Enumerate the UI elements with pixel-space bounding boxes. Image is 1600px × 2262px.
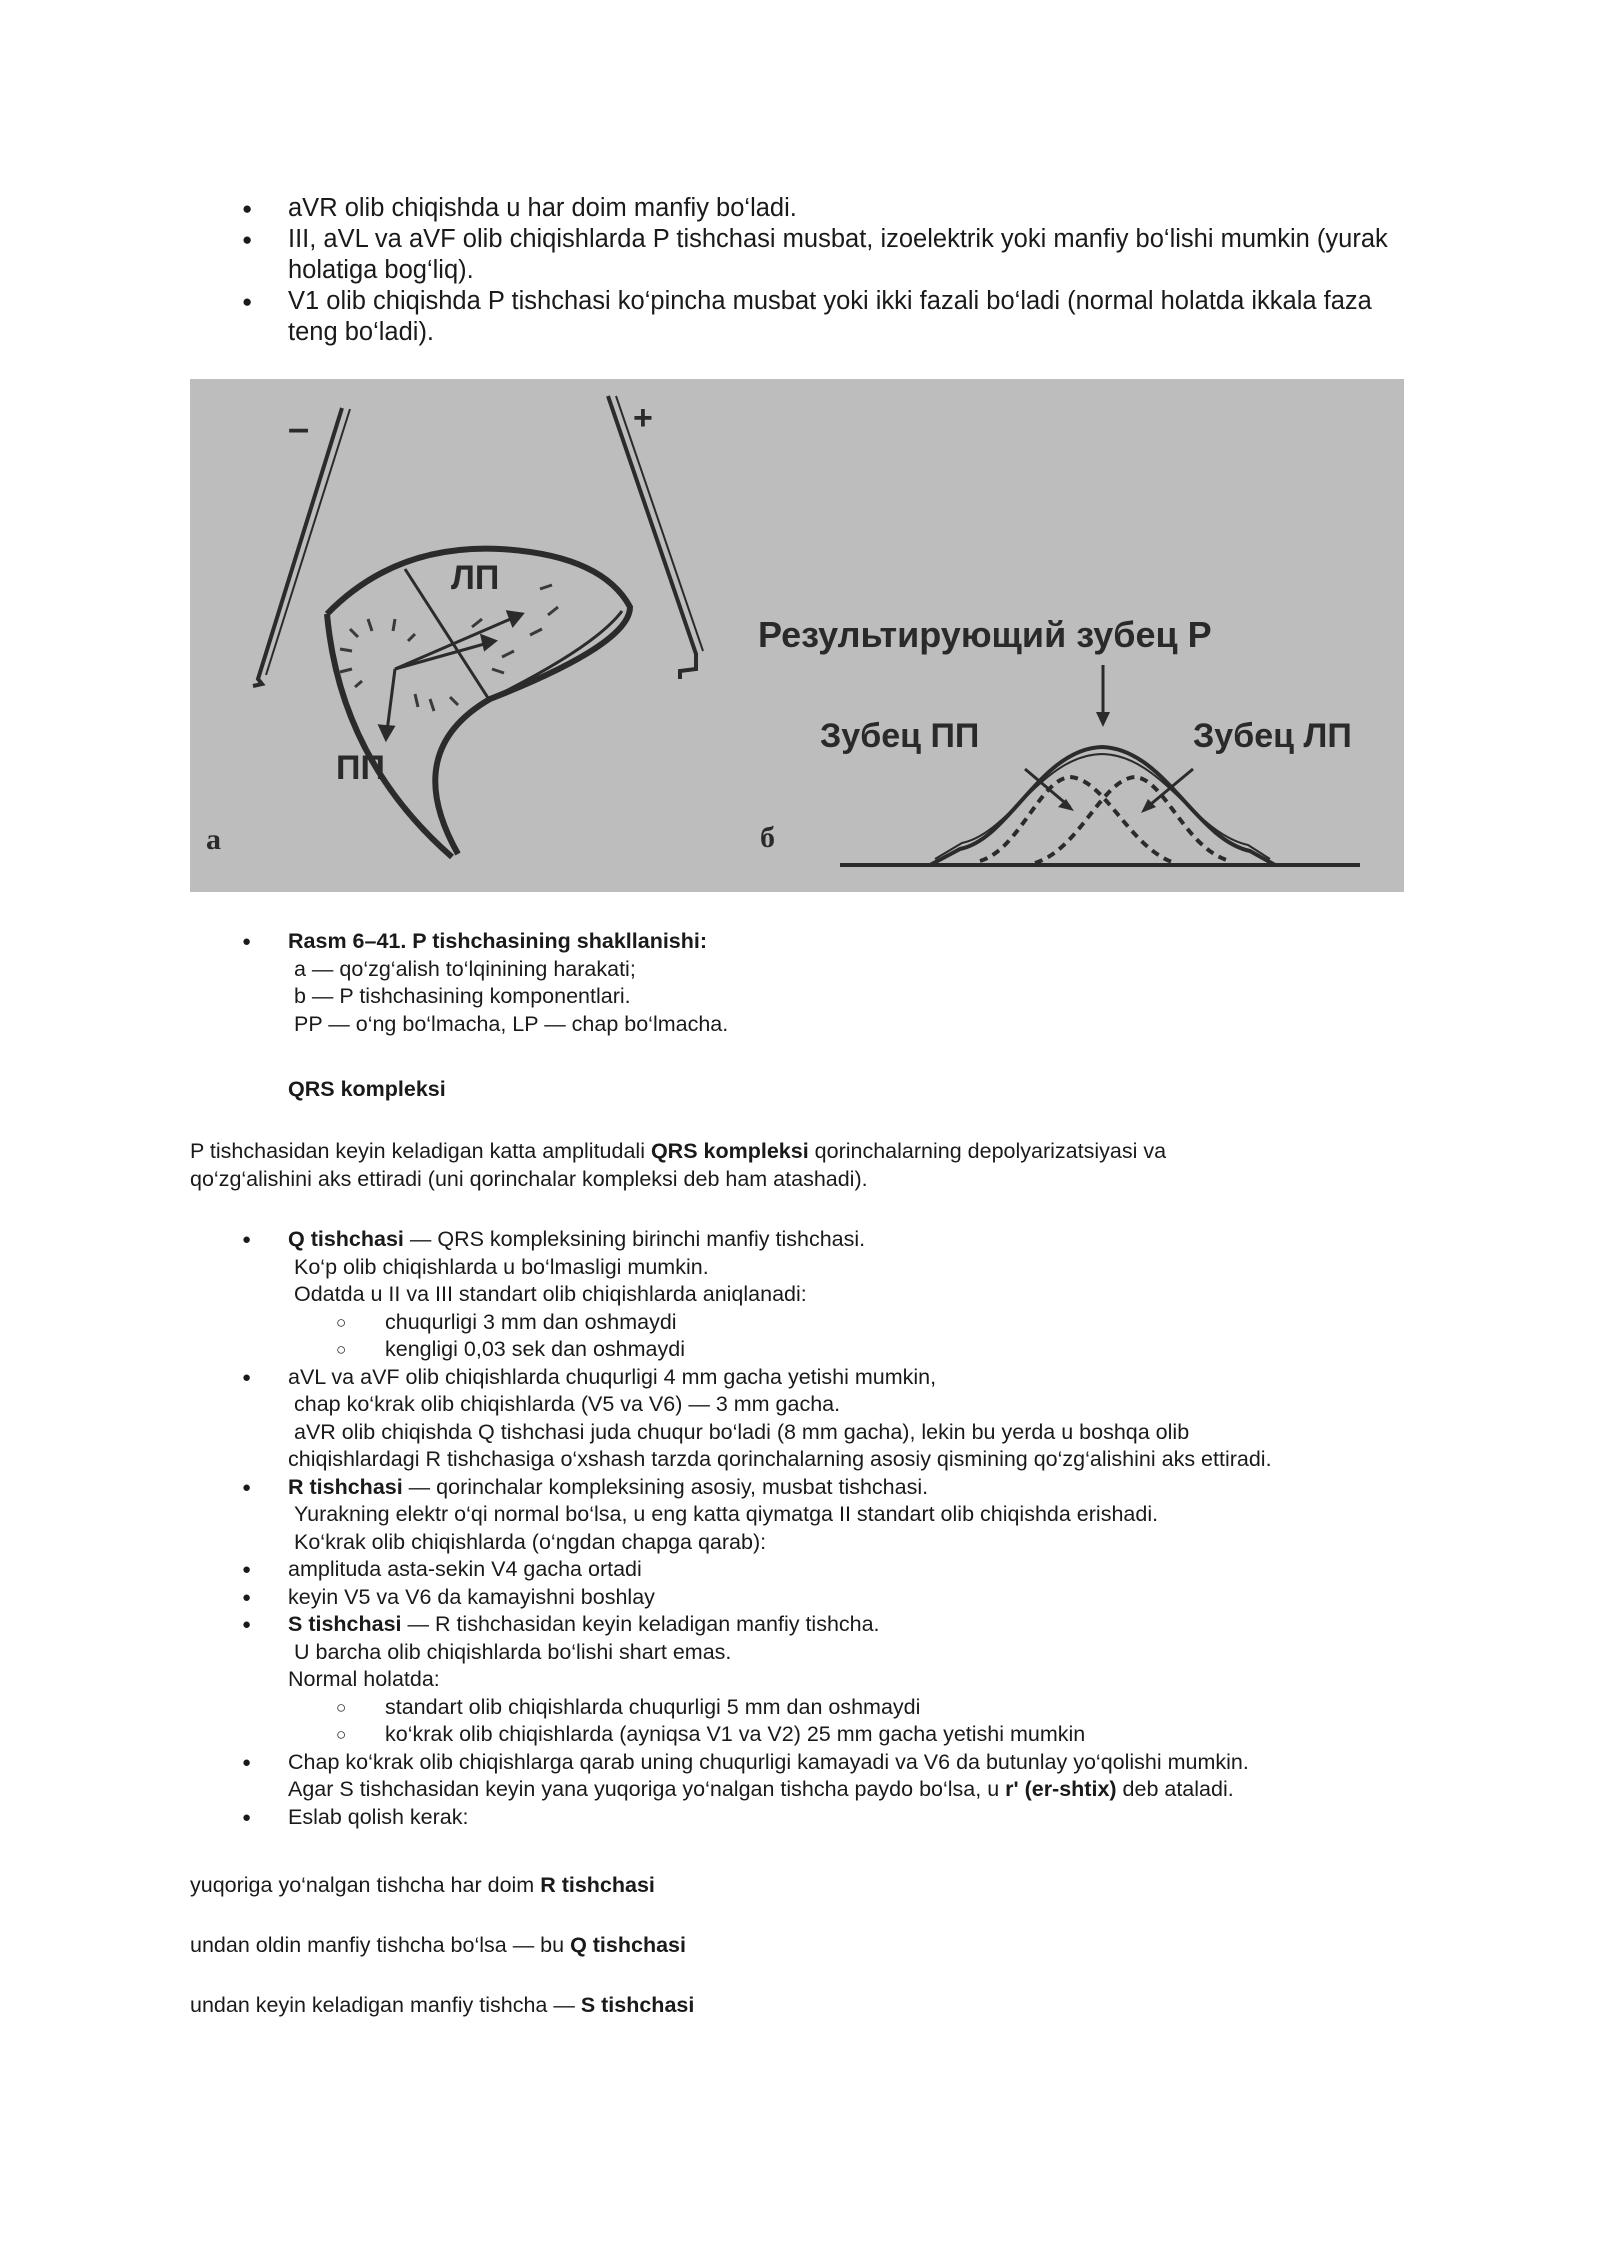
resultant-p-wave bbox=[930, 747, 1275, 865]
list-item: ● Q tishchasi — QRS kompleksining birinchi manfiy tishchasi. bbox=[190, 1226, 1410, 1254]
sub-list-item: ○ standart olib chiqishlarda chuqurligi 5 mm dan oshmaydi bbox=[190, 1694, 1410, 1722]
list-item: ● Chap ko‘krak olib chiqishlarga qarab uning chuqurligi kamayadi va V6 da butunlay yo‘qolishi mumkin. bbox=[190, 1749, 1410, 1777]
panel-b-label: б bbox=[760, 821, 775, 854]
rule-line: yuqoriga yo‘nalgan tishcha har doim R tishchasi bbox=[190, 1873, 655, 1897]
list-item: ● S tishchasi — R tishchasidan keyin keladigan manfiy tishcha. bbox=[190, 1611, 1410, 1639]
panel-a-label: а bbox=[206, 823, 221, 856]
left-atrium-wave-label: Зубец ЛП bbox=[1193, 717, 1352, 755]
vector-arrow bbox=[395, 614, 522, 669]
left-atrium-label: ЛП bbox=[451, 559, 500, 597]
p-wave-leads-list bbox=[190, 193, 1420, 348]
list-item: ● V1 olib chiqishda P tishchasi ko‘pincha musbat yoki ikki fazali bo‘ladi (normal holatda ikkala faza teng bo‘ladi). bbox=[190, 286, 1420, 348]
resultant-wave-label: Результирующий зубец P bbox=[758, 614, 1212, 655]
qrs-waves-list: ● Q tishchasi — QRS kompleksining birinchi manfiy tishchasi. Ko‘p olib chiqishlarda u bo‘lmasligi mumkin. Odatda u II va III standart olib chiqishlarda aniqlanadi: ○ chuqurligi 3 mm dan oshmaydi ○ kengligi 0,03 sek dan oshmaydi ● aVL va aVF olib chiqishlarda chuqurligi 4 mm gacha yetishi mumkin, chap ko‘krak olib chiqishlarda (V5 va V6) — 3 mm gacha. aVR olib chiqishda Q tishchasi juda chuqur bo‘ladi (8 mm gacha), lekin bu yerda u boshqa olib chiqishlardagi R tishchasiga o‘xshash tarzda qorinchalarning asosiy qismining qo‘zg‘alishini aks ettiradi. ● R tishchasi — qorinchalar kompleksining asosiy, musbat tishchasi. Yurakning elektr o‘qi normal bo‘lsa, u eng katta qiymatga II standart olib chiqishda erishadi. Ko‘krak olib chiqishlarda (o‘ngdan chapga qarab): ● amplituda asta-sekin V4 gacha ortadi ● keyin V5 va V6 da kamayishni boshlay ● S tishchasi — R tishchasidan keyin keladigan manfiy tishcha. U barcha olib chiqishlarda bo‘lishi shart emas. Normal holatda: ○ standart olib chiqishlarda chuqurligi 5 mm dan oshmaydi ○ ko‘krak olib chiqishlarda (ayniqsa V1 va V2) 25 mm gacha yetishi mumkin ● Chap ko‘krak olib chiqishlarga qarab uning chuqurligi kamayadi va V6 da butunlay yo‘qolishi mumkin. Agar S tishchasidan keyin yana yuqoriga yo‘nalgan tishcha paydo bo‘lsa, u r' (er-shtix) deb ataladi. ● Eslab qolish kerak: bbox=[190, 1226, 1410, 1831]
section-title: QRS kompleksi bbox=[288, 1077, 446, 1101]
resultant-arrow-head bbox=[1096, 712, 1110, 727]
vector-arrow-head bbox=[508, 612, 522, 625]
caption-line: PP — o‘ng bo‘lmacha, LP — chap bo‘lmacha. bbox=[294, 1011, 729, 1036]
minus-sign: – bbox=[288, 408, 310, 450]
list-item: ● keyin V5 va V6 da kamayishni boshlay bbox=[190, 1584, 1410, 1612]
list-item: ● III, aVL va aVF olib chiqishlarda P tishchasi musbat, izoelektrik yoki manfiy bo‘lishi mumkin (yurak holatiga bog‘liq). bbox=[190, 224, 1420, 286]
rule-line: undan oldin manfiy tishcha bo‘lsa — bu Q tishchasi bbox=[190, 1933, 686, 1957]
excitation-vectors bbox=[380, 612, 522, 739]
excitation-dashes bbox=[340, 585, 558, 711]
caption-title: Rasm 6–41. P tishchasining shakllanishi: bbox=[288, 929, 708, 953]
intro-paragraph: P tishchasidan keyin keladigan katta amplitudali QRS kompleksi qorinchalarning depolyarizatsiyasi va qo‘zg‘alishini aks ettiradi (uni qorinchalar kompleksi deb ham atashadi). bbox=[190, 1139, 1167, 1191]
list-item: ● amplituda asta-sekin V4 gacha ortadi bbox=[190, 1556, 1410, 1584]
sub-list-item: ○ kengligi 0,03 sek dan oshmaydi bbox=[190, 1336, 1410, 1364]
right-atrium-label: ПП bbox=[336, 749, 385, 787]
figure-caption bbox=[190, 928, 1410, 1038]
list-item: ● Eslab qolish kerak: bbox=[190, 1804, 1410, 1832]
right-atrium-wave-label: Зубец ПП bbox=[820, 717, 980, 755]
p-wave-illustration bbox=[190, 379, 1404, 892]
right-atrium-component-wave bbox=[980, 777, 1175, 863]
vector-arrow bbox=[395, 641, 495, 669]
list-item: ● aVL va aVF olib chiqishlarda chuqurligi 4 mm gacha yetishi mumkin, bbox=[190, 1364, 1410, 1392]
plus-sign: + bbox=[633, 399, 653, 437]
list-item: ● R tishchasi — qorinchalar kompleksining asosiy, musbat tishchasi. bbox=[190, 1474, 1410, 1502]
positive-electrode-line bbox=[608, 396, 696, 679]
sub-list-item: ○ ko‘krak olib chiqishlarda (ayniqsa V1 va V2) 25 mm gacha yetishi mumkin bbox=[190, 1721, 1410, 1749]
vector-arrow-head bbox=[482, 636, 495, 649]
caption-line: a — qo‘zg‘alish to‘lqinining harakati; bbox=[294, 956, 636, 981]
vector-arrow-head bbox=[380, 726, 393, 739]
p-wave-figure bbox=[190, 379, 1404, 892]
atria-inner-outline bbox=[490, 611, 622, 699]
list-item: ● aVR olib chiqishda u har doim manfiy bo‘ladi. bbox=[190, 193, 1420, 224]
resultant-p-wave-inner bbox=[935, 754, 1270, 859]
rule-line: undan keyin keladigan manfiy tishcha — S tishchasi bbox=[190, 1993, 695, 2017]
sub-list-item: ○ chuqurligi 3 mm dan oshmaydi bbox=[190, 1309, 1410, 1337]
caption-line: b — P tishchasining komponentlari. bbox=[294, 984, 631, 1008]
